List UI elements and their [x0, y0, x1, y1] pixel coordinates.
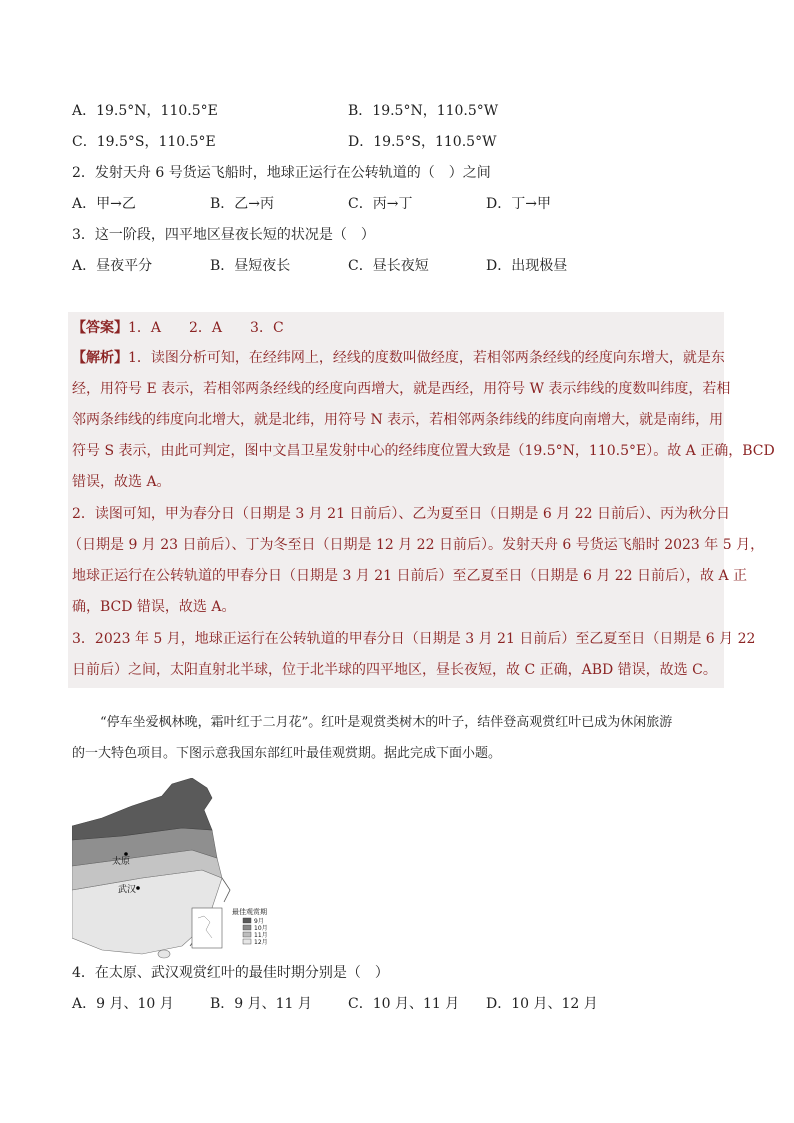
wuhan-marker	[136, 886, 140, 890]
analysis-line-5: 错误，故选 A。	[72, 474, 171, 490]
legend-item-11: 11月	[254, 932, 268, 939]
q3-stem: 3．这一阶段，四平地区昼夜长短的状况是（ ）	[72, 227, 375, 243]
q4-option-d: D．10 月、12 月	[486, 996, 598, 1012]
q3-option-b: B．昼短夜长	[210, 258, 291, 274]
taiyuan-marker	[124, 852, 128, 856]
q3-option-d: D．出现极昼	[486, 258, 568, 274]
q2-stem: 2．发射天舟 6 号货运飞船时，地球正运行在公转轨道的（ ）之间	[72, 165, 491, 181]
q2-option-c: C．丙→丁	[348, 196, 413, 212]
analysis-line-11: 日前后）之间，太阳直射北半球，位于北半球的四平地区，昼长夜短，故 C 正确，ABD 错误，故选 C。	[72, 662, 717, 678]
analysis-line-9: 确，BCD 错误，故选 A。	[72, 599, 236, 615]
analysis-line-7: （日期是 9 月 23 日前后）、丁为冬至日（日期是 12 月 22 日前后）。发射天舟 6 号货运飞船时 2023 年 5 月，	[68, 537, 765, 553]
legend-item-10: 10月	[254, 925, 268, 932]
city-wuhan-label: 武汉	[118, 885, 137, 895]
q2-option-b: B．乙→丙	[210, 196, 275, 212]
q3-option-a: A．昼夜平分	[72, 258, 153, 274]
answer-line	[72, 318, 284, 338]
q2-option-a: A．甲→乙	[72, 196, 136, 212]
q4-stem: 4．在太原、武汉观赏红叶的最佳时期分别是（ ）	[72, 965, 389, 981]
answer-label: 【答案】	[72, 320, 128, 336]
legend-item-12: 12月	[254, 939, 268, 946]
q4-option-b: B．9 月、11 月	[210, 996, 312, 1012]
analysis-line-8: 地球正运行在公转轨道的甲春分日（日期是 3 月 21 日前后）至乙夏至日（日期是 6 月 22 日前后），故 A 正	[72, 568, 748, 584]
analysis-label: 【解析】	[72, 350, 128, 366]
q1-option-c: C．19.5°S，110.5°E	[72, 134, 216, 150]
analysis-line-10: 3．2023 年 5 月，地球正运行在公转轨道的甲春分日（日期是 3 月 21 日前后）至乙夏至日（日期是 6 月 22	[72, 631, 756, 647]
red-leaf-map	[72, 778, 280, 960]
passage-line-2: 的一大特色项目。下图示意我国东部红叶最佳观赏期。据此完成下面小题。	[72, 746, 502, 761]
q3-option-c: C．昼长夜短	[348, 258, 429, 274]
answer-text: 1．A 2．A 3．C	[128, 320, 284, 336]
q4-option-c: C．10 月、11 月	[348, 996, 460, 1012]
analysis-line-4: 符号 S 表示，由此可判定，图中文昌卫星发射中心的经纬度位置大致是（19.5°N，110.5°E）。故 A 正确，BCD	[72, 443, 775, 459]
analysis-line-1	[72, 348, 725, 368]
analysis-line-3: 邻两条纬线的纬度向北增大，就是北纬，用符号 N 表示，若相邻两条纬线的纬度向南增大，就是南纬，用	[72, 412, 724, 428]
legend-item-9: 9月	[254, 918, 264, 925]
q1-option-b: B．19.5°N，110.5°W	[348, 103, 499, 119]
analysis-line-6: 2．读图可知，甲为春分日（日期是 3 月 21 日前后）、乙为夏至日（日期是 6 月 22 日前后）、丙为秋分日	[72, 506, 730, 522]
q1-option-d: D．19.5°S，110.5°W	[348, 134, 497, 150]
q1-option-a: A．19.5°N，110.5°E	[72, 103, 218, 119]
passage-line-1: “停车坐爱枫林晚，霜叶红于二月花”。红叶是观赏类树木的叶子，结伴登高观赏红叶已成为休闲旅游	[100, 715, 673, 730]
city-taiyuan-label: 太原	[112, 857, 131, 867]
q2-option-d: D．丁→甲	[486, 196, 551, 212]
analysis-text-1: 1．读图分析可知，在经纬网上，经线的度数叫做经度，若相邻两条经线的经度向东增大，就是东	[128, 350, 725, 366]
analysis-line-2: 经，用符号 E 表示，若相邻两条经线的经度向西增大，就是西经，用符号 W 表示纬线的度数叫纬度，若相	[72, 381, 731, 397]
legend-title: 最佳观赏期	[232, 908, 267, 916]
q4-option-a: A．9 月、10 月	[72, 996, 174, 1012]
